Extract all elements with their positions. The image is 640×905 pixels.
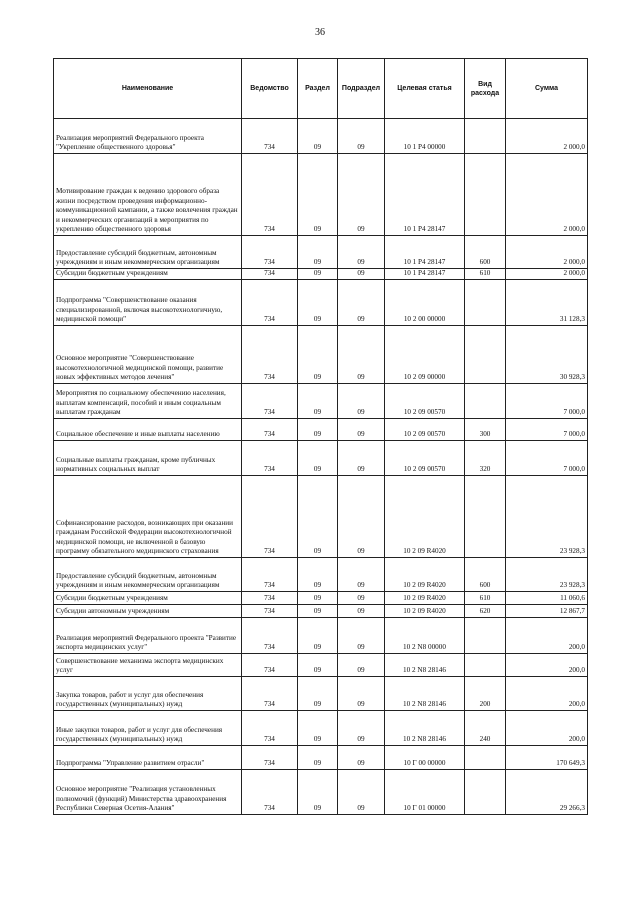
table-row xyxy=(54,592,588,605)
row-subsection: 09 xyxy=(338,236,385,269)
table-row xyxy=(54,654,588,677)
row-target-article: 10 Г 00 00000 xyxy=(385,746,465,770)
row-department: 734 xyxy=(242,654,298,677)
row-department: 734 xyxy=(242,119,298,154)
header-subsection: Подраздел xyxy=(338,59,385,119)
row-subsection: 09 xyxy=(338,154,385,236)
row-amount: 7 000,0 xyxy=(506,384,588,419)
row-section: 09 xyxy=(298,441,338,476)
row-amount: 23 928,3 xyxy=(506,558,588,592)
header-target-article: Целевая статья xyxy=(385,59,465,119)
row-expense-type xyxy=(465,280,506,326)
row-expense-type xyxy=(465,746,506,770)
row-subsection: 09 xyxy=(338,326,385,384)
row-department: 734 xyxy=(242,770,298,815)
row-name: Предоставление субсидий бюджетным, автономным учреждениям и иным некоммерческим организациям xyxy=(54,236,242,269)
row-department: 734 xyxy=(242,677,298,711)
row-subsection: 09 xyxy=(338,476,385,558)
header-name: Наименование xyxy=(54,59,242,119)
row-subsection: 09 xyxy=(338,119,385,154)
row-department: 734 xyxy=(242,441,298,476)
table-row xyxy=(54,419,588,441)
row-department: 734 xyxy=(242,618,298,654)
row-target-article: 10 1 P4 28147 xyxy=(385,236,465,269)
row-department: 734 xyxy=(242,154,298,236)
row-subsection: 09 xyxy=(338,558,385,592)
row-department: 734 xyxy=(242,605,298,618)
row-amount: 2 000,0 xyxy=(506,236,588,269)
row-section: 09 xyxy=(298,384,338,419)
table-row xyxy=(54,476,588,558)
row-amount: 200,0 xyxy=(506,618,588,654)
row-target-article: 10 2 09 R4020 xyxy=(385,476,465,558)
row-department: 734 xyxy=(242,269,298,280)
row-expense-type xyxy=(465,154,506,236)
row-name: Реализация мероприятий Федерального проекта "Укрепление общественного здоровья" xyxy=(54,119,242,154)
row-section: 09 xyxy=(298,269,338,280)
row-section: 09 xyxy=(298,236,338,269)
row-section: 09 xyxy=(298,677,338,711)
row-name: Социальное обеспечение и иные выплаты населению xyxy=(54,419,242,441)
row-target-article: 10 2 N8 28146 xyxy=(385,677,465,711)
table-row xyxy=(54,384,588,419)
row-subsection: 09 xyxy=(338,384,385,419)
header-expense-type: Вид расхода xyxy=(465,59,506,119)
table-row xyxy=(54,441,588,476)
row-amount: 2 000,0 xyxy=(506,269,588,280)
row-target-article: 10 1 P4 28147 xyxy=(385,154,465,236)
row-section: 09 xyxy=(298,419,338,441)
table-row xyxy=(54,677,588,711)
row-name: Предоставление субсидий бюджетным, автономным учреждениям и иным некоммерческим организациям xyxy=(54,558,242,592)
table-header-row xyxy=(54,59,588,119)
row-name: Мероприятия по социальному обеспечению населения, выплатам компенсаций, пособий и иным социальным выплатам гражданам xyxy=(54,384,242,419)
row-amount: 200,0 xyxy=(506,654,588,677)
row-name: Основное мероприятие "Совершенствование высокотехнологичной медицинской помощи, развитие новых эффективных методов лечения" xyxy=(54,326,242,384)
table-body xyxy=(54,119,588,815)
row-expense-type: 200 xyxy=(465,677,506,711)
row-name: Совершенствование механизма экспорта медицинских услуг xyxy=(54,654,242,677)
table-row xyxy=(54,326,588,384)
row-amount: 200,0 xyxy=(506,711,588,746)
table-row xyxy=(54,746,588,770)
table-row xyxy=(54,605,588,618)
table-row xyxy=(54,154,588,236)
row-name: Социальные выплаты гражданам, кроме публичных нормативных социальных выплат xyxy=(54,441,242,476)
row-section: 09 xyxy=(298,711,338,746)
row-expense-type: 300 xyxy=(465,419,506,441)
row-section: 09 xyxy=(298,770,338,815)
row-name: Основное мероприятие "Реализация установленных полномочий (функций) Министерства здравоохранения Республики Северная Осетия-Алания" xyxy=(54,770,242,815)
row-expense-type: 600 xyxy=(465,236,506,269)
row-subsection: 09 xyxy=(338,441,385,476)
row-department: 734 xyxy=(242,419,298,441)
row-name: Субсидии бюджетным учреждениям xyxy=(54,269,242,280)
row-name: Мотивирование граждан к ведению здорового образа жизни посредством проведения информационно-коммуникационной кампании, а также вовлечения граждан и некоммерческих организаций в мероприятия по укреплению общественного здоровья xyxy=(54,154,242,236)
row-section: 09 xyxy=(298,280,338,326)
row-section: 09 xyxy=(298,326,338,384)
row-department: 734 xyxy=(242,746,298,770)
row-subsection: 09 xyxy=(338,269,385,280)
row-target-article: 10 Г 01 00000 xyxy=(385,770,465,815)
row-section: 09 xyxy=(298,746,338,770)
row-department: 734 xyxy=(242,326,298,384)
row-name: Подпрограмма "Управление развитием отрасли" xyxy=(54,746,242,770)
row-amount: 7 000,0 xyxy=(506,441,588,476)
row-subsection: 09 xyxy=(338,419,385,441)
table-row xyxy=(54,236,588,269)
row-section: 09 xyxy=(298,476,338,558)
row-expense-type: 620 xyxy=(465,605,506,618)
row-target-article: 10 2 00 00000 xyxy=(385,280,465,326)
row-amount: 2 000,0 xyxy=(506,154,588,236)
row-department: 734 xyxy=(242,592,298,605)
row-department: 734 xyxy=(242,711,298,746)
row-name: Реализация мероприятий Федерального проекта "Развитие экспорта медицинских услуг" xyxy=(54,618,242,654)
row-target-article: 10 2 N8 28146 xyxy=(385,711,465,746)
row-expense-type xyxy=(465,476,506,558)
row-expense-type xyxy=(465,618,506,654)
row-subsection: 09 xyxy=(338,592,385,605)
row-department: 734 xyxy=(242,236,298,269)
row-expense-type xyxy=(465,119,506,154)
row-expense-type xyxy=(465,770,506,815)
row-subsection: 09 xyxy=(338,605,385,618)
row-section: 09 xyxy=(298,618,338,654)
row-target-article: 10 2 N8 28146 xyxy=(385,654,465,677)
row-target-article: 10 2 N8 00000 xyxy=(385,618,465,654)
row-amount: 11 060,6 xyxy=(506,592,588,605)
page-number: 36 xyxy=(315,27,325,38)
row-section: 09 xyxy=(298,558,338,592)
table-row xyxy=(54,770,588,815)
table-row xyxy=(54,558,588,592)
row-section: 09 xyxy=(298,154,338,236)
row-amount: 31 128,3 xyxy=(506,280,588,326)
budget-table xyxy=(53,58,588,815)
row-section: 09 xyxy=(298,592,338,605)
header-department: Ведомство xyxy=(242,59,298,119)
row-section: 09 xyxy=(298,654,338,677)
row-amount: 7 000,0 xyxy=(506,419,588,441)
row-target-article: 10 2 09 R4020 xyxy=(385,558,465,592)
row-subsection: 09 xyxy=(338,280,385,326)
row-subsection: 09 xyxy=(338,770,385,815)
table-row xyxy=(54,280,588,326)
row-section: 09 xyxy=(298,119,338,154)
row-target-article: 10 2 09 00570 xyxy=(385,419,465,441)
table-row xyxy=(54,119,588,154)
row-subsection: 09 xyxy=(338,746,385,770)
row-target-article: 10 1 P4 00000 xyxy=(385,119,465,154)
row-amount: 12 867,7 xyxy=(506,605,588,618)
row-name: Субсидии бюджетным учреждениям xyxy=(54,592,242,605)
row-expense-type xyxy=(465,654,506,677)
row-subsection: 09 xyxy=(338,677,385,711)
row-target-article: 10 2 09 00570 xyxy=(385,384,465,419)
row-department: 734 xyxy=(242,280,298,326)
row-amount: 170 649,3 xyxy=(506,746,588,770)
row-amount: 29 266,3 xyxy=(506,770,588,815)
row-department: 734 xyxy=(242,476,298,558)
row-expense-type: 320 xyxy=(465,441,506,476)
table-row xyxy=(54,269,588,280)
row-name: Закупка товаров, работ и услуг для обеспечения государственных (муниципальных) нужд xyxy=(54,677,242,711)
row-name: Субсидии автономным учреждениям xyxy=(54,605,242,618)
row-expense-type xyxy=(465,384,506,419)
table-row xyxy=(54,618,588,654)
row-expense-type xyxy=(465,326,506,384)
row-department: 734 xyxy=(242,558,298,592)
row-target-article: 10 2 09 00570 xyxy=(385,441,465,476)
row-expense-type: 240 xyxy=(465,711,506,746)
row-amount: 30 928,3 xyxy=(506,326,588,384)
row-subsection: 09 xyxy=(338,618,385,654)
header-section: Раздел xyxy=(298,59,338,119)
row-target-article: 10 1 P4 28147 xyxy=(385,269,465,280)
row-expense-type: 600 xyxy=(465,558,506,592)
row-expense-type: 610 xyxy=(465,269,506,280)
row-section: 09 xyxy=(298,605,338,618)
row-name: Иные закупки товаров, работ и услуг для обеспечения государственных (муниципальных) нужд xyxy=(54,711,242,746)
row-name: Софинансирование расходов, возникающих при оказании гражданам Российской Федерации высокотехнологичной медицинской помощи, не включенной в базовую программу обязательного медицинского страхования xyxy=(54,476,242,558)
row-expense-type: 610 xyxy=(465,592,506,605)
row-subsection: 09 xyxy=(338,711,385,746)
row-department: 734 xyxy=(242,384,298,419)
row-name: Подпрограмма "Совершенствование оказания специализированной, включая высокотехнологичную, медицинской помощи" xyxy=(54,280,242,326)
row-amount: 2 000,0 xyxy=(506,119,588,154)
row-amount: 200,0 xyxy=(506,677,588,711)
row-target-article: 10 2 09 00000 xyxy=(385,326,465,384)
row-target-article: 10 2 09 R4020 xyxy=(385,592,465,605)
row-target-article: 10 2 09 R4020 xyxy=(385,605,465,618)
table-row xyxy=(54,711,588,746)
row-subsection: 09 xyxy=(338,654,385,677)
header-amount: Сумма xyxy=(506,59,588,119)
row-amount: 23 928,3 xyxy=(506,476,588,558)
